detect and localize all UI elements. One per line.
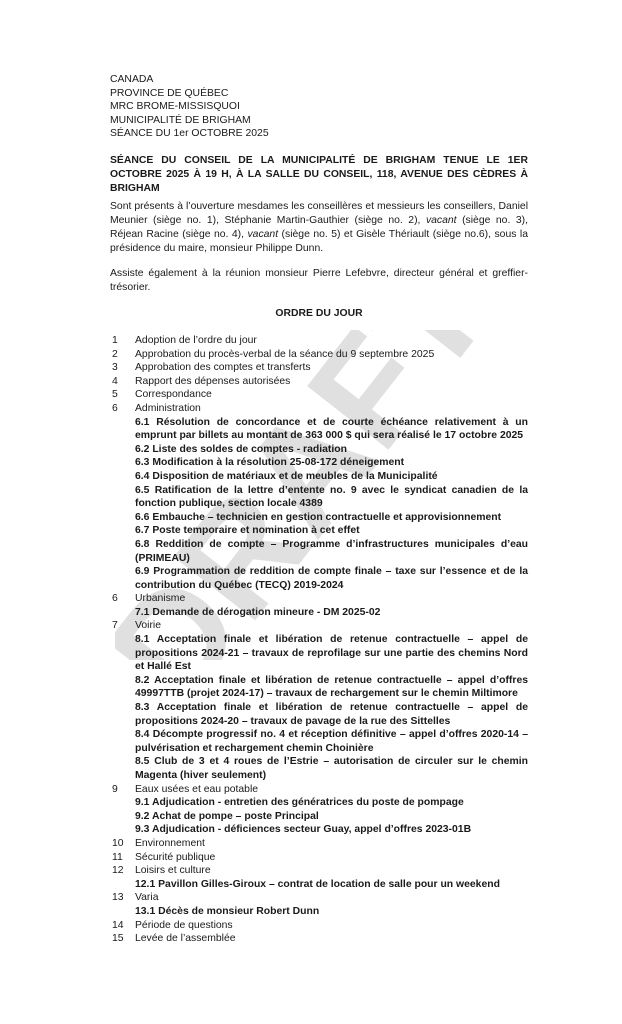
- agenda-item-label: Sécurité publique: [135, 851, 216, 863]
- document-header: [110, 73, 269, 141]
- agenda-item: [110, 592, 528, 606]
- agenda-item-number: 15: [112, 933, 124, 945]
- agenda-subitem: 6.8 Reddition de compte – Programme d’infrastructures municipales d’eau (PRIMEAU): [135, 538, 528, 564]
- agenda-item-number: 11: [112, 851, 123, 863]
- agenda-item: [110, 891, 528, 905]
- agenda-item-number: 10: [112, 837, 124, 849]
- agenda-item-label: Eaux usées et eau potable: [135, 783, 259, 795]
- agenda-item-label: Adoption de l’ordre du jour: [135, 335, 257, 346]
- agenda-item-number: 7: [112, 620, 118, 632]
- agenda-item-label: Loisirs et culture: [135, 865, 211, 877]
- attendance-vacant-2: vacant: [247, 229, 279, 240]
- agenda-subitem: 9.1 Adjudication - entretien des génératrices du poste de pompage: [135, 797, 464, 809]
- agenda-item: [110, 619, 528, 633]
- agenda-item: [110, 783, 528, 797]
- agenda-item: [110, 334, 528, 348]
- agenda-item-number: 9: [112, 783, 118, 795]
- header-line-municipality: MUNICIPALITÉ DE BRIGHAM: [110, 114, 251, 126]
- agenda-item-number: 1: [112, 335, 118, 346]
- agenda-subitem: 8.1 Acceptation finale et libération de retenue contractuelle – appel de propositions 2024-21 – travaux de reprofilage sur une partie des chemins Nord et Hallé Est: [135, 634, 528, 673]
- attendance-text-2: (siège no. 3), Réjean Racine (siège no. 4),: [110, 215, 528, 240]
- agenda-item: [110, 388, 528, 402]
- also-present-paragraph: Assiste également à la réunion monsieur Pierre Lefebvre, directeur général et greffier-trésorier.: [110, 268, 528, 293]
- agenda-item: [110, 375, 528, 389]
- agenda-subitem: 6.9 Programmation de reddition de compte finale – taxe sur l’essence et de la contribution du Québec (TECQ) 2019-2024: [135, 566, 528, 591]
- agenda-item-label: Varia: [135, 892, 159, 904]
- header-line-province: PROVINCE DE QUÉBEC: [110, 87, 229, 99]
- agenda-item-number: 4: [112, 375, 118, 387]
- agenda-subitem: 6.6 Embauche – technicien en gestion contractuelle et approvisionnement: [135, 511, 502, 523]
- agenda-item-label: Voirie: [135, 620, 161, 632]
- agenda-subitem: 6.5 Ratification de la lettre d’entente no. 9 avec le syndicat canadien de la fonction publique, section locale 4389: [135, 484, 528, 510]
- agenda-item: [110, 932, 528, 946]
- agenda-item-number: 14: [112, 919, 124, 931]
- agenda-item-label: Levée de l’assemblée: [135, 933, 236, 945]
- agenda-subitem: 6.1 Résolution de concordance et de courte échéance relativement à un emprunt par billets au montant de 363 000 $ qui sera réalisé le 17 octobre 2025: [135, 416, 528, 442]
- agenda-item-number: 6: [112, 593, 118, 605]
- agenda-subitem: 8.3 Acceptation finale et libération de retenue contractuelle – appel de propositions 2024-20 – travaux de pavage de la rue des Sittelles: [135, 702, 528, 727]
- agenda-item: [110, 851, 528, 865]
- agenda-item-label: Approbation des comptes et transferts: [135, 362, 311, 374]
- agenda-item-label: Environnement: [135, 837, 205, 849]
- agenda-subitem: 9.3 Adjudication - déficiences secteur Guay, appel d’offres 2023-01B: [135, 824, 472, 836]
- agenda-item-number: 5: [112, 389, 118, 401]
- agenda-item-number: 12: [112, 865, 124, 877]
- header-line-mrc: MRC BROME-MISSISQUOI: [110, 101, 240, 113]
- header-line-session: SÉANCE DU 1er OCTOBRE 2025: [110, 128, 269, 140]
- attendance-paragraph: [110, 200, 528, 256]
- agenda-subitem: 6.3 Modification à la résolution 25-08-172 déneigement: [135, 457, 405, 469]
- agenda-item-number: 2: [112, 348, 118, 360]
- agenda-item: [110, 919, 528, 933]
- agenda-item: [110, 348, 528, 362]
- agenda-item-label: Urbanisme: [135, 593, 186, 605]
- header-line-country: CANADA: [110, 74, 154, 85]
- agenda-subitem: 8.4 Décompte progressif no. 4 et réception définitive – appel d’offres 2020-14 – pulvérisation et rechargement chemin Choinière: [135, 729, 528, 754]
- agenda-item-label: Période de questions: [135, 919, 233, 931]
- agenda-subitem: 13.1 Décès de monsieur Robert Dunn: [135, 905, 320, 917]
- agenda-item-number: 3: [112, 362, 118, 374]
- agenda-subitem: 9.2 Achat de pompe – poste Principal: [135, 810, 319, 822]
- attendance-text-3: (siège no. 5) et Gisèle Thériault (siège no.6), sous la présidence du maire, monsieur Philippe Dunn.: [110, 229, 528, 254]
- session-title: SÉANCE DU CONSEIL DE LA MUNICIPALITÉ DE BRIGHAM TENUE LE 1ER OCTOBRE 2025 À 19 H, À LA SALLE DU CONSEIL, 118, AVENUE DES CÈDRES À BRIGHAM: [110, 155, 528, 194]
- agenda-item-number: 13: [112, 892, 124, 904]
- agenda-heading: ORDRE DU JOUR: [275, 308, 363, 319]
- agenda-item-label: Correspondance: [135, 389, 212, 401]
- agenda-item: [110, 837, 528, 851]
- agenda-item: [110, 402, 528, 416]
- agenda-item: [110, 361, 528, 375]
- agenda-subitem: 8.2 Acceptation finale et libération de retenue contractuelle – appel d’offres 49997TTB (projet 2024-17) – travaux de rechargement sur le chemin Miltimore: [135, 674, 528, 700]
- agenda-item: [110, 864, 528, 878]
- agenda-list: [110, 334, 528, 946]
- agenda-item-label: Rapport des dépenses autorisées: [135, 375, 291, 387]
- agenda-subitem: 6.7 Poste temporaire et nomination à cet effet: [135, 525, 360, 537]
- agenda-subitem: 6.2 Liste des soldes de comptes - radiation: [135, 443, 347, 455]
- agenda-item-label: Administration: [135, 402, 201, 414]
- agenda-subitem: 12.1 Pavillon Gilles-Giroux – contrat de location de salle pour un weekend: [135, 878, 500, 890]
- agenda-subitem: 6.4 Disposition de matériaux et de meubles de la Municipalité: [135, 470, 438, 482]
- attendance-vacant-1: vacant: [425, 215, 457, 226]
- agenda-subitem: 7.1 Demande de dérogation mineure - DM 2025-02: [135, 606, 381, 618]
- attendance-text-1: Sont présents à l’ouverture mesdames les conseillères et messieurs les conseillers, Daniel Meunier (siège no. 1), Stéphanie Martin-Gauthier (siège no. 2),: [110, 201, 528, 226]
- watermark-text: DRAFT: [115, 330, 515, 660]
- agenda-item-label: Approbation du procès-verbal de la séance du 9 septembre 2025: [135, 348, 435, 360]
- agenda-subitem: 8.5 Club de 3 et 4 roues de l’Estrie – autorisation de circuler sur le chemin Magenta (hiver seulement): [135, 756, 528, 781]
- agenda-item-number: 6: [112, 402, 118, 414]
